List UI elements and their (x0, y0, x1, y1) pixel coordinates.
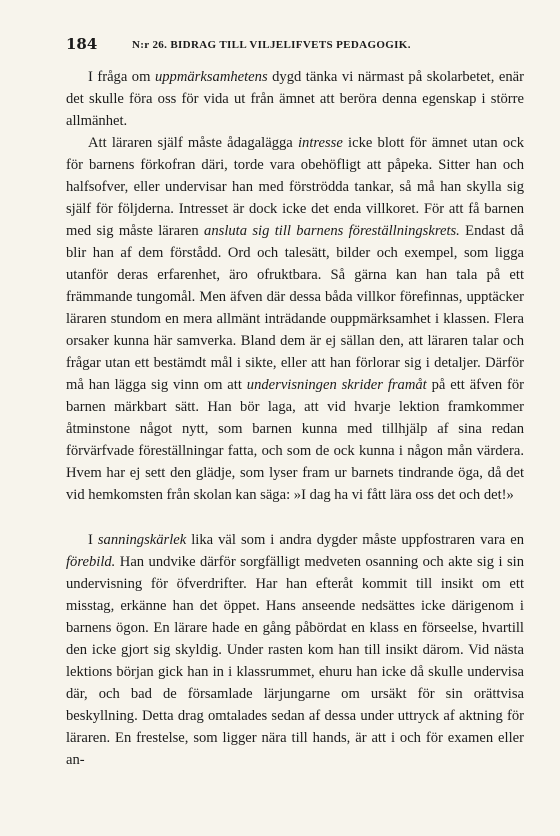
page-header (66, 34, 524, 54)
emphasis-text: intresse (297, 135, 343, 151)
text-span: Endast då blir han af dem förstådd. Ord och talesätt, bilder och exempel, som ligga utanför deras erfarenhet, äro ofruktbara. Så gärna kan han tala på ett främmande tungomål. Men äfven där dessa båda villkor förefinnas, upptäcker läraren stundom en mera allmänt inträdande ouppmärksamhet i klassen. Flera orsaker kunna här samverka. Bland dem är ej sällan den, att läraren talar och frågar utan ett bestämdt mål i sikte, eller att han förlorar sig i detaljer. Därför må han lägga sig vinn om att (66, 223, 525, 393)
running-head: N:r 26. BIDRAG TILL VILJELIFVETS PEDAGOGIK. (132, 39, 411, 51)
emphasis-text: uppmärksamhetens (154, 69, 268, 85)
paragraph-interest (66, 132, 524, 506)
paragraph-attention (66, 66, 524, 132)
text-span: I fråga om (88, 69, 155, 85)
emphasis-text: sanningskärlek (97, 532, 187, 548)
text-span: dygd tänka vi närmast på skolarbetet, enär det skulle föra oss för vida ut från ämnet att beröra denna egenskap i större allmänhet. (66, 69, 524, 129)
text-span: Att läraren själf måste ådagalägga (88, 135, 298, 151)
text-span: Han undvike därför sorgfälligt medveten osanning och akte sig i sin undervisning för öfverdrifter. Har han efteråt kommit till insikt om ett misstag, erkänne han det öppet. Hans anseende nedsättes icke därigenom i barnens ögon. En lärare hade en gång påbördat en klass en förseelse, hvartill den icke gjort sig skyldig. Under rasten kom han till insikt därom. Vid nästa lektions början gick han in i klassrummet, ehuru han icke då skulle undervisa där, och bad de församlade lärjungarne om ursäkt för sin orättvisa beskyllning. Detta drag omtalades sedan af dessa under uttryck af aktning för läraren. En frestelse, som ligger nära till hands, är att i och för examen eller an- (66, 554, 524, 768)
text-span: lika väl som i andra dygder måste uppfostraren vara en (186, 532, 524, 548)
page-body (66, 66, 524, 771)
page-number: 184 (66, 35, 98, 53)
text-span: på ett äfven för barnen märkbart sätt. Han bör laga, att vid hvarje lektion framkommer åtminstone något nytt, som barnen kunna med tillhjälp af sina redan förvärfvade föreställningar fatta, och som de ock kunna i någon mån värdera. Hvem har ej sett den glädje, som lyser fram ur barnets tindrande öga, då det vid hemkomsten från skolan kan säga: »I dag ha vi fått lära oss det och det!» (66, 377, 524, 503)
emphasis-text: undervisningen skrider framåt (246, 377, 427, 393)
emphasis-text: förebild. (66, 554, 116, 570)
text-span: I (88, 532, 98, 548)
emphasis-text: ansluta sig till barnens föreställningskrets. (204, 223, 460, 239)
paragraph-truthfulness (66, 529, 524, 771)
paragraph-gap (66, 506, 524, 529)
text-span: icke blott för ämnet utan ock för barnens förkofran däri, torde vara obehöfligt att påpeka. Sitter han och halfsofver, eller undervisar han med förströdda tankar, så må han skylla sig själf för följderna. Intresset är dock icke det enda villkoret. För att få barnen med sig måste läraren (66, 135, 524, 239)
